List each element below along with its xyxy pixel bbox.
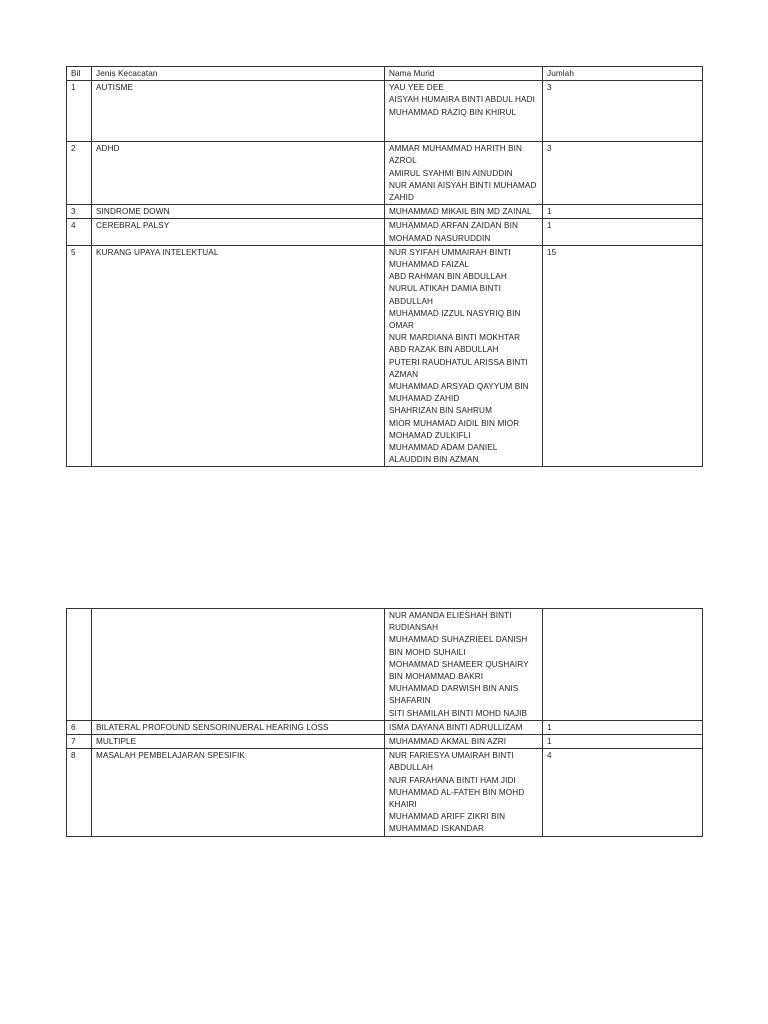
student-name: NUR AMANI AISYAH BINTI MUHAMAD ZAHID: [389, 180, 537, 203]
student-name: NUR MARDIANA BINTI MOKHTAR: [389, 333, 521, 343]
table-row: [67, 81, 703, 142]
table-row: [67, 219, 703, 245]
table-row: [67, 245, 703, 467]
student-table-page-2: [66, 608, 703, 837]
header-jumlah: Jumlah: [543, 67, 703, 81]
table-row: [67, 205, 703, 219]
student-name: SHAHRIZAN BIN SAHRUM: [389, 406, 492, 416]
cell-jenis: [92, 609, 385, 721]
table-row: [67, 749, 703, 836]
student-name: MIOR MUHAMAD AIDIL BIN MIOR MOHAMAD ZULKIFLI: [389, 418, 520, 440]
student-name: MUHAMMAD ARIFF ZIKRI BIN MUHAMMAD ISKANDAR: [389, 812, 506, 834]
cell-jumlah: 3: [543, 142, 703, 205]
cell-jumlah: 1: [543, 205, 703, 219]
student-name: NUR SYIFAH UMMAIRAH BINTI MUHAMMAD FAIZAL: [389, 247, 511, 270]
cell-jenis: CEREBRAL PALSY: [92, 219, 385, 245]
cell-names: [385, 735, 543, 749]
student-name: MUHAMMAD ADAM DANIEL ALAUDDIN BIN AZMAN: [389, 443, 498, 465]
header-row: [67, 67, 703, 81]
student-name: NUR AMANDA ELIESHAH BINTI RUDIANSAH: [389, 611, 512, 633]
student-name: MUHAMMAD ARFAN ZAIDAN BIN MOHAMAD NASURUDDIN: [389, 221, 518, 243]
header-nama-murid: Nama Murid: [385, 67, 543, 81]
cell-jenis: MASALAH PEMBELAJARAN SPESIFIK: [92, 749, 385, 836]
student-name: MUHAMMAD AKMAL BIN AZRI: [389, 737, 507, 747]
cell-names: [385, 81, 543, 142]
student-name: ISMA DAYANA BINTI ADRULLIZAM: [389, 722, 523, 732]
cell-jenis: BILATERAL PROFOUND SENSORINUERAL HEARING LOSS: [92, 720, 385, 734]
student-name: SITI SHAMILAH BINTI MOHD NAJIB: [389, 708, 528, 718]
cell-names: [385, 720, 543, 734]
cell-names: [385, 749, 543, 836]
student-table-page-1: [66, 66, 703, 467]
cell-bil: 8: [67, 749, 92, 836]
student-name: AMMAR MUHAMMAD HARITH BIN AZROL: [389, 144, 523, 166]
cell-jenis: KURANG UPAYA INTELEKTUAL: [92, 245, 385, 467]
cell-jumlah: 4: [543, 749, 703, 836]
cell-jenis: SINDROME DOWN: [92, 205, 385, 219]
cell-jumlah: 1: [543, 720, 703, 734]
table-row: [67, 609, 703, 721]
cell-names: [385, 205, 543, 219]
cell-names: [385, 245, 543, 467]
student-name: NURUL ATIKAH DAMIA BINTI ABDULLAH: [389, 284, 502, 306]
table-row: [67, 142, 703, 205]
student-name: AISYAH HUMAIRA BINTI ABDUL HADI: [389, 95, 535, 105]
student-name: ABD RAHMAN BIN ABDULLAH: [389, 272, 507, 282]
student-name: AMIRUL SYAHMI BIN AINUDDIN: [389, 168, 513, 178]
cell-jumlah: 3: [543, 81, 703, 142]
cell-jenis: AUTISME: [92, 81, 385, 142]
header-jenis-kecacatan: Jenis Kecacatan: [92, 67, 385, 81]
table-row: [67, 735, 703, 749]
student-name: NUR FARAHANA BINTI HAM JIDI: [389, 775, 516, 785]
cell-jenis: ADHD: [92, 142, 385, 205]
student-name: MOHAMMAD SHAMEER QUSHAIRY BIN MOHAMMAD BAKRI: [389, 659, 529, 682]
student-name: MUHAMMAD IZZUL NASYRIQ BIN OMAR: [389, 308, 521, 331]
cell-names: [385, 609, 543, 721]
student-name: MUHAMMAD ARSYAD QAYYUM BIN MUHAMAD ZAHID: [389, 382, 529, 404]
student-name: PUTERI RAUDHATUL ARISSA BINTI AZMAN: [389, 357, 528, 379]
header-bil: Bil: [67, 67, 92, 81]
cell-bil: 6: [67, 720, 92, 734]
cell-bil: 1: [67, 81, 92, 142]
cell-bil: 4: [67, 219, 92, 245]
cell-jumlah: 1: [543, 219, 703, 245]
cell-bil: 5: [67, 245, 92, 467]
student-name: YAU YEE DEE: [389, 83, 444, 93]
cell-names: [385, 219, 543, 245]
student-name: MUHAMMAD RAZIQ BIN KHIRUL: [389, 107, 517, 117]
cell-bil: 2: [67, 142, 92, 205]
table-row: [67, 720, 703, 734]
cell-bil: 3: [67, 205, 92, 219]
cell-bil: 7: [67, 735, 92, 749]
student-name: NUR FARIESYA UMAIRAH BINTI ABDULLAH: [389, 751, 514, 773]
student-name: MUHAMMAD DARWISH BIN ANIS SHAFARIN: [389, 684, 519, 706]
student-name: MUHAMMAD AL-FATEH BIN MOHD KHAIRI: [389, 787, 525, 810]
cell-bil: [67, 609, 92, 721]
student-name: ABD RAZAK BIN ABDULLAH: [389, 345, 499, 355]
cell-jumlah: 1: [543, 735, 703, 749]
student-name: MUHAMMAD SUHAZRIEEL DANISH BIN MOHD SUHAILI: [389, 635, 528, 657]
cell-names: [385, 142, 543, 205]
student-name: MUHAMMAD MIKAIL BIN MD ZAINAL: [389, 207, 532, 217]
cell-jumlah: [543, 609, 703, 721]
cell-jenis: MULTIPLE: [92, 735, 385, 749]
cell-jumlah: 15: [543, 245, 703, 467]
